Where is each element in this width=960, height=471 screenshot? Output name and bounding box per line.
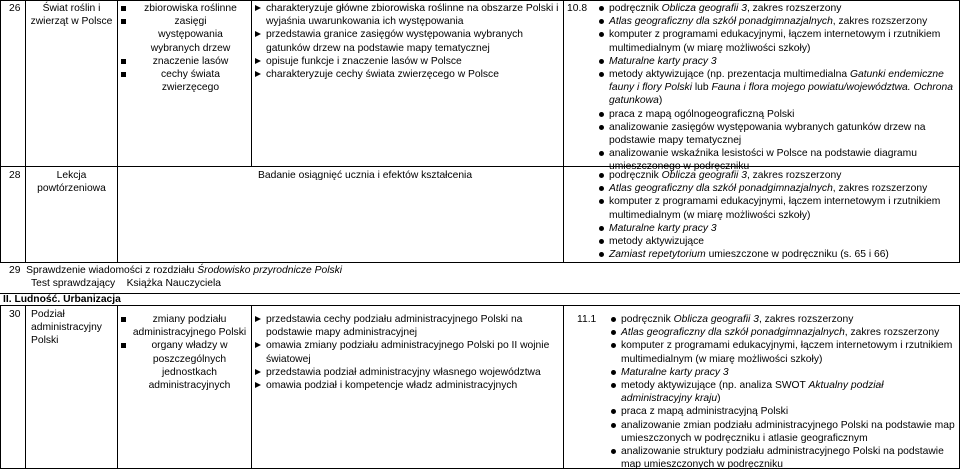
row26-requirement-item: charakteryzuje cechy świata zwierzęcego w Polsce (253, 68, 561, 81)
row26-requirement-item: charakteryzuje główne zbiorowiska roślinne na obszarze Polski i wyjaśnia uwarunkowania ich występowania (253, 2, 561, 28)
row30-topic: Podział administracyjny Polski (31, 309, 102, 347)
section-heading: II. Ludność. Urbanizacja (3, 294, 121, 305)
row26-topic: Świat roślin i zwierząt w Polsce (30, 3, 113, 28)
col-num-divider-b (25, 305, 26, 469)
row28-resources (597, 169, 957, 261)
row30-resource-methods: metody aktywizujące (np. analiza SWOT Aktualny podział administracyjny kraju) (609, 379, 957, 405)
row26-content-item: zbiorowiska roślinne (119, 2, 249, 15)
row30-requirement-item: omawia podział i kompetencje władz administracyjnych (253, 379, 561, 392)
row26-resource-maturalne: Maturalne karty pracy 3 (597, 55, 957, 68)
row30-requirements (253, 313, 561, 392)
row28-resource-methods: metody aktywizujące (597, 235, 957, 248)
row30-resource-computer: komputer z programami edukacyjnymi, łączem internetowym i rzutnikiem multimedialnym (w miarę możliwości szkoły) (609, 339, 957, 365)
row30-resource-item: analizowanie zmian podziału administracyjnego Polski na podstawie map umieszczonych w podręczniku i atlasie geograficznym (609, 419, 957, 445)
col-req-divider-a (563, 0, 564, 262)
row29-title: 29 Sprawdzenie wiadomości z rozdziału Środowisko przyrodnicze Polski (9, 265, 343, 276)
row30-resource-maturalne: Maturalne karty pracy 3 (609, 366, 957, 379)
row30-number: 30 (9, 309, 21, 320)
border-left-a (0, 0, 1, 262)
row26-resource-item: analizowanie zasięgów występowania wybranych gatunków drzew na podstawie mapy tematycznej (597, 121, 957, 147)
row26-content-item: cechy świata zwierzęcego (119, 68, 249, 94)
row30-resources (609, 313, 957, 471)
row30-requirement-item: przedstawia cechy podziału administracyjnego Polski na podstawie mapy administracyjnej (253, 313, 561, 339)
row26-resources (597, 2, 957, 174)
row26-resource-computer: komputer z programami edukacyjnymi, łączem internetowym i rzutnikiem multimedialnym (w miarę możliwości szkoły) (597, 28, 957, 54)
col-num-divider-a (25, 0, 26, 262)
row26-content (119, 2, 249, 94)
row30-resource-atlas: Atlas geograficzny dla szkół ponadgimnazjalnych, zakres rozszerzony (609, 326, 957, 339)
row26-content-item: znaczenie lasów (119, 55, 249, 68)
row30-requirement-item: przedstawia podział administracyjny własnego województwa (253, 366, 561, 379)
row28-topic: Lekcja powtórzeniowa (37, 170, 106, 195)
row28-resource-computer: komputer z programami edukacyjnymi, łączem internetowym i rzutnikiem multimedialnym (w miarę możliwości szkoły) (597, 195, 957, 221)
row28-resource-textbook: podręcznik Oblicza geografii 3, zakres rozszerzony (597, 169, 957, 182)
row26-requirement-item: przedstawia granice zasięgów występowania wybranych gatunków drzew na podstawie mapy tematycznej (253, 28, 561, 54)
row30-content (119, 313, 247, 392)
row30-resource-textbook: podręcznik Oblicza geografii 3, zakres rozszerzony (609, 313, 957, 326)
row28-resource-zamiast: Zamiast repetytorium umieszczone w podręczniku (s. 65 i 66) (597, 248, 957, 261)
row28-resource-atlas: Atlas geograficzny dla szkół ponadgimnazjalnych, zakres rozszerzony (597, 182, 957, 195)
row28-resource-maturalne: Maturalne karty pracy 3 (597, 222, 957, 235)
row26-resource-methods: metody aktywizujące (np. prezentacja multimedialna Gatunki endemiczne fauny i flory Polski lub Fauna i flora mojego powiatu/województwa. Ochrona gatunkowa) (597, 68, 957, 108)
row26-requirement-item: opisuje funkcje i znaczenie lasów w Polsce (253, 55, 561, 68)
row26-resource-atlas: Atlas geograficzny dla szkół ponadgimnazjalnych, zakres rozszerzony (597, 15, 957, 28)
row26-requirements (253, 2, 561, 81)
border-left-b (0, 305, 1, 469)
row30-content-item: organy władzy w poszczególnych jednostkach administracyjnych (119, 339, 247, 392)
border-row29-top (0, 262, 960, 263)
col-content-divider-a (251, 0, 252, 166)
col-topic-divider-a (117, 0, 118, 262)
row30-resource-item: praca z mapą administracyjną Polski (609, 405, 957, 418)
border-section-top (0, 293, 960, 294)
col-topic-divider-b (117, 305, 118, 469)
row30-reference: 11.1 (577, 314, 597, 325)
row30-content-item: zmiany podziału administracyjnego Polski (119, 313, 247, 339)
row26-content-item: zasięgi występowania wybranych drzew (119, 15, 249, 55)
row30-resource-item: analizowanie struktury podziału administracyjnego Polski na podstawie map umieszczonych w podręczniku (609, 445, 957, 471)
row29-subtitle: Test sprawdzający Książka Nauczyciela (31, 278, 221, 289)
row28-requirements: Badanie osiągnięć ucznia i efektów kształcenia (258, 170, 473, 181)
row26-resource-item: analizowanie wskaźnika lesistości w Polsce na podstawie diagramu umieszczonego w podręczniku (597, 147, 957, 173)
row26-resource-item: praca z mapą ogólnogeograficzną Polski (597, 108, 957, 121)
row28-number: 28 (9, 170, 21, 181)
col-content-divider-b (251, 305, 252, 469)
row26-reference: 10.8 (567, 3, 588, 14)
border-top (0, 0, 960, 1)
row26-resource-textbook: podręcznik Oblicza geografii 3, zakres rozszerzony (597, 2, 957, 15)
row30-requirement-item: omawia zmiany podziału administracyjnego Polski po II wojnie światowej (253, 339, 561, 365)
row26-number: 26 (9, 3, 21, 14)
border-row30-top (0, 305, 960, 306)
col-req-divider-b (563, 305, 564, 469)
